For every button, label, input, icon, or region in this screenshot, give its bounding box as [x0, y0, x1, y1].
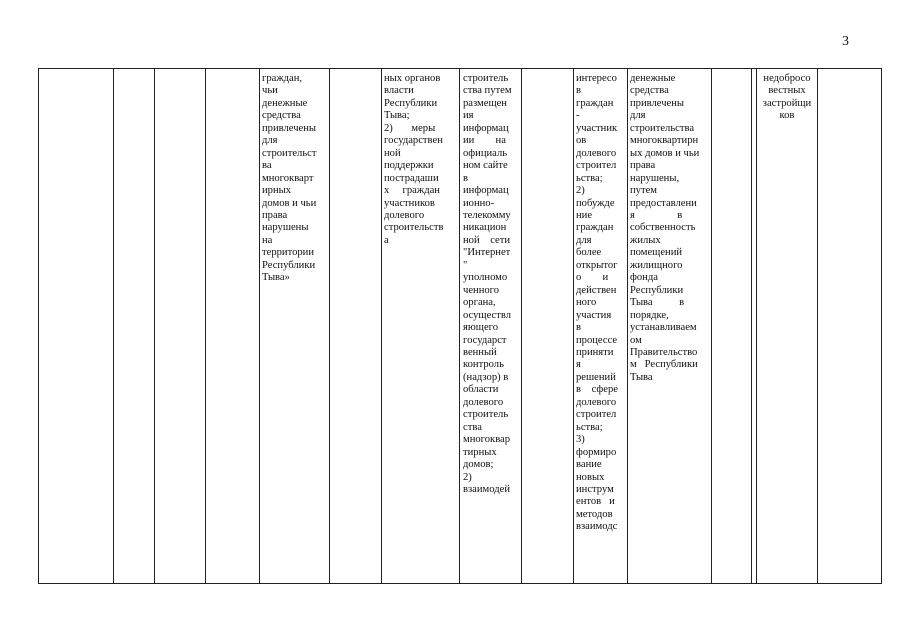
- column-divider: [751, 69, 752, 583]
- column-divider: [711, 69, 712, 583]
- column-divider: [573, 69, 574, 583]
- column-divider: [817, 69, 818, 583]
- column-divider: [154, 69, 155, 583]
- cell-measures-text: строитель ства путем размещен ия информац ии на официаль ном сайте в информац ионно- телекомму никацион ной сети "Интернет " уполномо ченного органа, осуществл яющего государст венный контроль (надзор) в области долевого строитель ства многоквар тирных домов; 2) взаимодей: [463, 73, 512, 495]
- column-divider: [259, 69, 260, 583]
- column-divider: [627, 69, 628, 583]
- column-divider: [381, 69, 382, 583]
- column-divider: [459, 69, 460, 583]
- cell-results-text: интересо в граждан - участник ов долевого строител ьства; 2) побужде ние граждан для более открытог о и действен ного участия в процессе приняти я решений в сфере долевого строител ьства; 3) формиро вание новых инструм ентов и методов взаимодс: [576, 73, 618, 533]
- cell-tasks-text: ных органов власти Республики Тыва; 2) меры государствен ной поддержки пострадаши х граждан участников долевого строительств а: [384, 73, 444, 246]
- cell-risks-text: недобросо вестных застройщи ков: [762, 73, 812, 122]
- column-divider: [329, 69, 330, 583]
- column-divider: [205, 69, 206, 583]
- cell-goal-text: граждан, чьи денежные средства привлечены для строительст ва многокварт ирных домов и чьи права нарушены на территории Республики Тыва»: [262, 73, 317, 284]
- page-number: 3: [842, 34, 849, 49]
- column-divider: [756, 69, 757, 583]
- column-divider: [521, 69, 522, 583]
- document-table: [38, 68, 882, 584]
- cell-program-text: денежные средства привлечены для строительства многоквартирн ых домов и чьи права нарушены, путем предоставлени я в собственность жилых помещений жилищного фонда Республики Тыва в порядке, устанавливаем ом Правительство м Республики Тыва: [630, 73, 700, 383]
- column-divider: [113, 69, 114, 583]
